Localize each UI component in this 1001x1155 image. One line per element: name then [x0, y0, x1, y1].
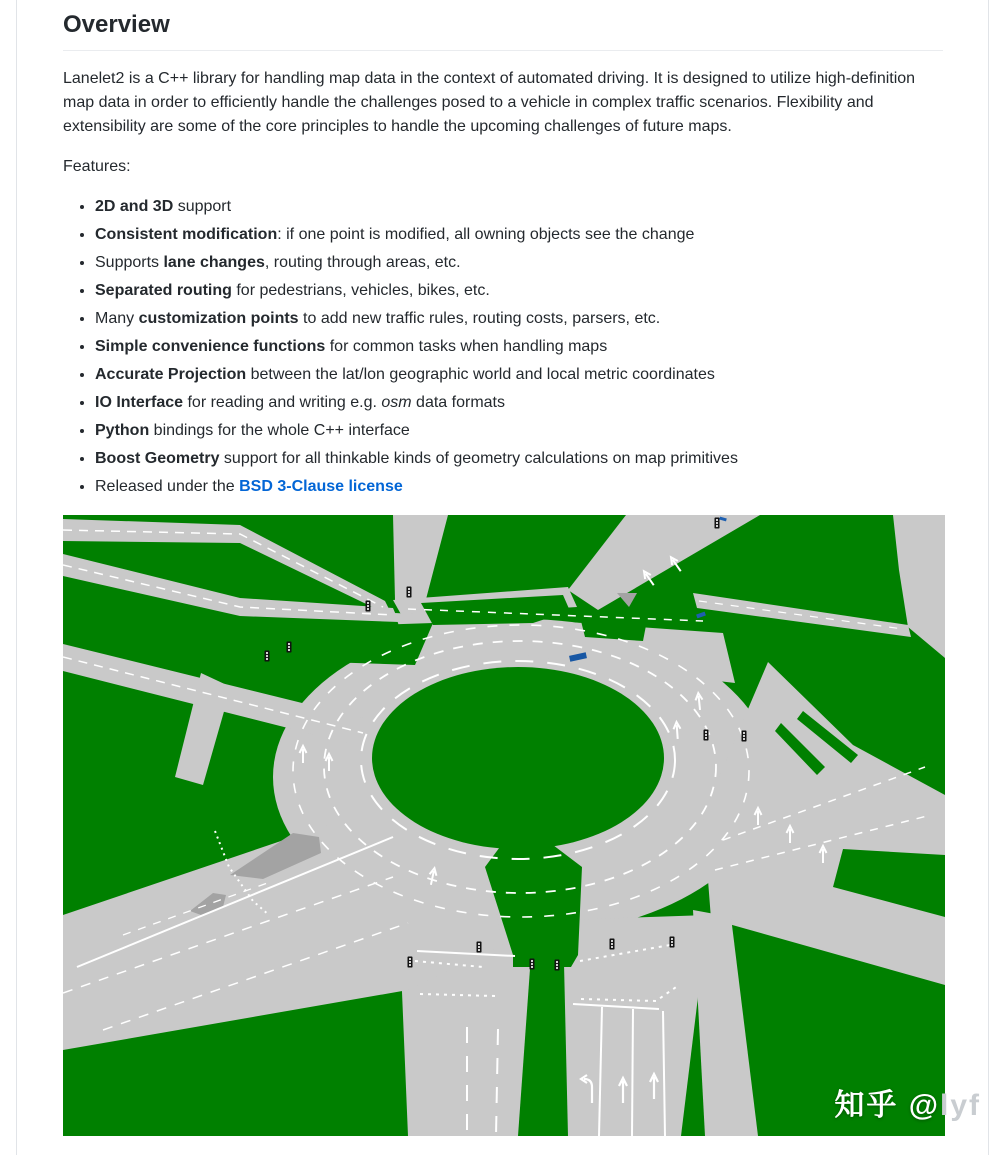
feature-bold-text: Python	[95, 422, 150, 439]
intro-paragraph: Lanelet2 is a C++ library for handling map data in the context of automated driving. It is designed to utilize high-definition map data in order to efficiently handle the challenges posed to a vehicle in complex traffic scenarios. Flexibility and extensibility are some of the core principles to handle the upcoming challenges of future maps.	[63, 70, 916, 135]
page-title: Overview	[63, 10, 943, 51]
feature-item	[95, 307, 943, 331]
traffic-light-icon	[742, 731, 747, 742]
feature-text: for reading and writing e.g.	[183, 394, 382, 411]
feature-bold-text: customization points	[138, 310, 299, 327]
feature-text: support for all thinkable kinds of geometry calculations on map primitives	[219, 450, 738, 467]
feature-item	[95, 223, 943, 247]
feature-bold-text: Separated routing	[95, 282, 232, 299]
map-figure	[63, 515, 981, 1136]
central-island	[372, 667, 664, 849]
feature-text: for pedestrians, vehicles, bikes, etc.	[231, 282, 490, 299]
feature-item	[95, 195, 943, 219]
bsd-license-link[interactable]: BSD 3-Clause license	[239, 478, 403, 495]
traffic-light-icon	[704, 730, 709, 741]
feature-item	[95, 447, 943, 471]
feature-text: support	[173, 198, 232, 215]
traffic-light-icon	[530, 959, 535, 970]
watermark	[834, 1080, 981, 1124]
traffic-light-icon	[555, 960, 560, 971]
nw-junction-island	[318, 623, 433, 665]
feature-text: to add new traffic rules, routing costs, parsers, etc.	[298, 310, 661, 327]
feature-text: for common tasks when handling maps	[325, 338, 608, 355]
feature-text: : if one point is modified, all owning objects see the change	[277, 226, 695, 243]
roundabout-map-image	[63, 515, 945, 1136]
readme-container	[16, 0, 989, 1155]
traffic-light-icon	[287, 642, 292, 653]
feature-item	[95, 251, 943, 275]
feature-item	[95, 363, 943, 387]
feature-item	[95, 279, 943, 303]
feature-text: bindings for the whole C++ interface	[149, 422, 410, 439]
features-label: Features:	[63, 158, 131, 175]
feature-text: Supports	[95, 254, 164, 271]
traffic-light-icon	[408, 957, 413, 968]
traffic-light-icon	[610, 939, 615, 950]
watermark-user: lyf	[939, 1089, 981, 1122]
traffic-light-icon	[477, 942, 482, 953]
traffic-light-icon	[670, 937, 675, 948]
right-road-lane-line-2	[632, 1009, 633, 1136]
feature-bold-text: Accurate Projection	[95, 366, 247, 383]
feature-bold-text: Simple convenience functions	[95, 338, 326, 355]
feature-text: Released under the	[95, 478, 240, 495]
feature-bold-text: lane changes	[163, 254, 265, 271]
feature-item	[95, 475, 943, 499]
feature-bold-text: IO Interface	[95, 394, 184, 411]
traffic-light-icon	[407, 587, 412, 598]
feature-item	[95, 391, 943, 415]
traffic-light-icon	[715, 518, 720, 529]
feature-item	[95, 419, 943, 443]
feature-bold-text: Consistent modification	[95, 226, 278, 243]
traffic-light-icon	[265, 651, 270, 662]
traffic-light-icon	[366, 601, 371, 612]
ne-junction-island	[579, 613, 648, 641]
features-list	[63, 195, 943, 499]
feature-item	[95, 335, 943, 359]
feature-bold-text: 2D and 3D	[95, 198, 174, 215]
feature-text: data formats	[411, 394, 505, 411]
feature-text: , routing through areas, etc.	[264, 254, 461, 271]
watermark-site: 知乎 @	[834, 1089, 940, 1122]
feature-text: Many	[95, 310, 139, 327]
feature-bold-text: Boost Geometry	[95, 450, 220, 467]
feature-text: between the lat/lon geographic world and local metric coordinates	[246, 366, 715, 383]
feature-italic-text: osm	[381, 394, 412, 411]
